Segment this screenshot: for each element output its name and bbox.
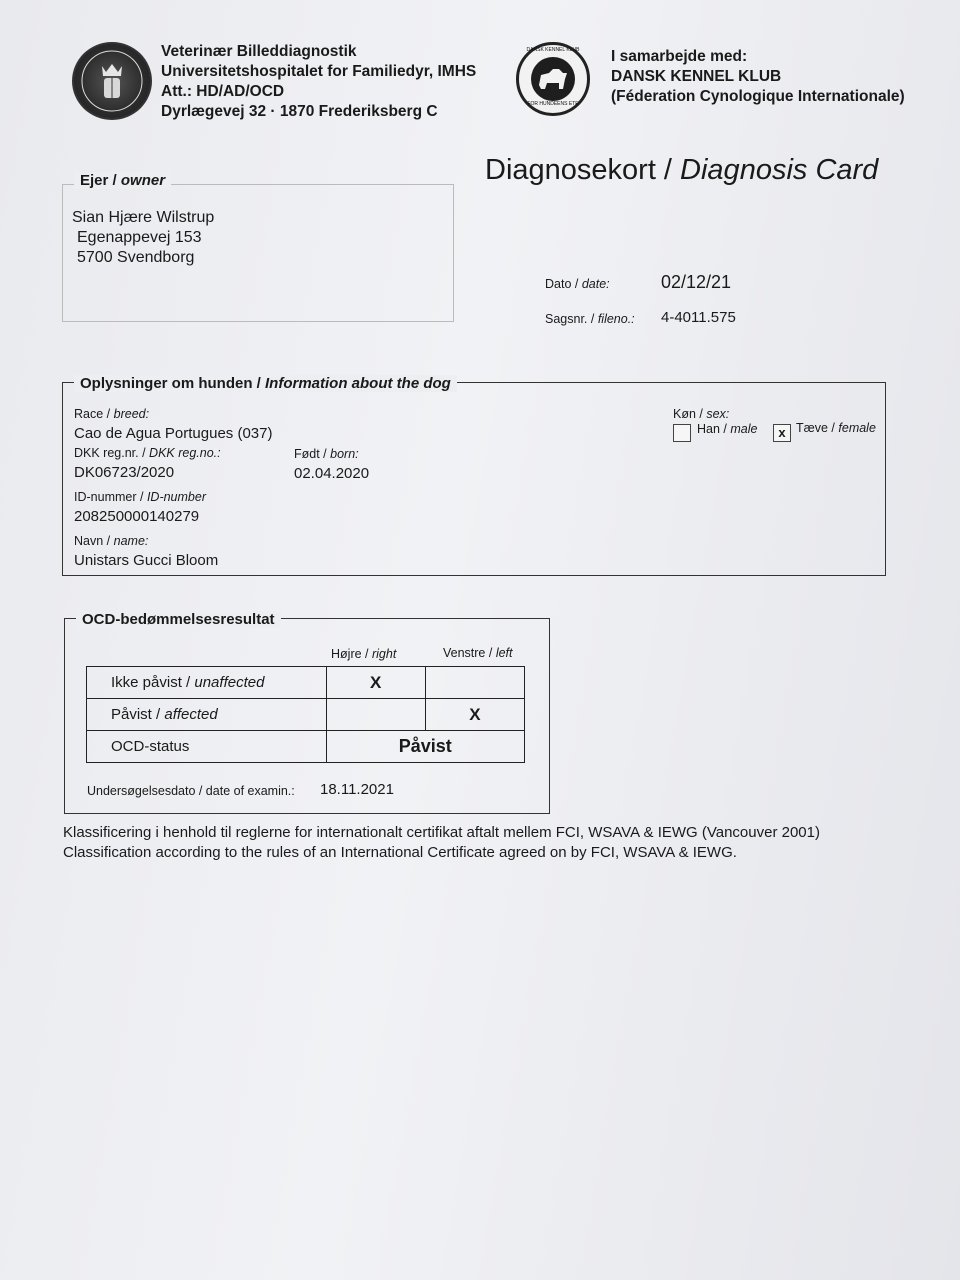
dog-info-box (62, 382, 886, 576)
sex-label (673, 407, 729, 421)
born-label-en: born: (330, 447, 359, 461)
name-label-da: Navn / (74, 534, 111, 548)
born-label-da: Født / (294, 447, 327, 461)
institution-att: Att.: HD/AD/OCD (161, 83, 285, 100)
classification-note-da: Klassificering i henhold til reglerne for internationalt certifikat aftalt mellem FCI, WSAVA & IEWG (Vancouver 2001) (63, 824, 820, 841)
breed-label-en: breed: (113, 407, 150, 421)
ocd-legend: OCD-bedømmelsesresultat (76, 611, 281, 628)
right-label-da: Højre / (331, 647, 369, 661)
table-row (87, 731, 525, 763)
name-label (74, 534, 148, 548)
dog-name-value: Unistars Gucci Bloom (74, 552, 219, 569)
institution-hospital: Universitetshospitalet for Familiedyr, IMHS (161, 63, 477, 80)
exam-date-label: Undersøgelsesdato / date of examin.: (87, 784, 295, 798)
unaffected-label-en: unaffected (194, 674, 265, 691)
partner-dkk: DANSK KENNEL KLUB (611, 68, 782, 85)
male-label-en: male (730, 422, 758, 436)
reg-label-en: DKK reg.no.: (149, 446, 221, 460)
partner-fci: (Féderation Cynologique Internationale) (611, 88, 905, 105)
file-number: 4-4011.575 (661, 309, 736, 326)
id-label-da: ID-nummer / (74, 490, 144, 504)
female-checkbox[interactable]: x (773, 424, 791, 442)
owner-name: Sian Hjære Wilstrup (72, 209, 215, 226)
female-label-da: Tæve / (796, 421, 835, 435)
affected-right-cell (326, 699, 425, 731)
born-label (294, 447, 359, 461)
exam-date-value: 18.11.2021 (320, 781, 394, 798)
dkk-logo-bottom-text: FOR HUNDEENS ETE (527, 101, 579, 107)
owner-legend-en: owner (120, 172, 166, 189)
date-label-en: date: (581, 277, 610, 291)
dog-legend-en: Information about the dog (265, 375, 451, 392)
name-label-en: name: (113, 534, 149, 548)
file-label-en: fileno.: (597, 312, 635, 326)
reg-label (74, 446, 221, 460)
sex-label-en: sex: (706, 407, 730, 421)
ocd-status-label: OCD-status (87, 731, 327, 763)
breed-value: Cao de Agua Portugues (037) (74, 425, 273, 442)
affected-label (87, 699, 327, 731)
male-label (697, 422, 757, 436)
unaffected-label (87, 667, 327, 699)
date-label (545, 277, 610, 291)
ocd-table (86, 666, 525, 763)
born-value: 02.04.2020 (294, 465, 370, 482)
sex-label-da: Køn / (673, 407, 703, 421)
owner-legend: Ejer / owner (74, 172, 171, 189)
male-checkbox[interactable] (673, 424, 691, 442)
breed-label (74, 407, 149, 421)
affected-left-cell: X (425, 699, 524, 731)
unaffected-right-cell: X (326, 667, 425, 699)
owner-city: 5700 Svendborg (77, 249, 195, 266)
left-label-da: Venstre / (443, 646, 493, 660)
reg-value: DK06723/2020 (74, 464, 175, 481)
reg-label-da: DKK reg.nr. / (74, 446, 146, 460)
left-column-header (443, 646, 513, 660)
owner-legend-da: Ejer (80, 172, 109, 189)
unaffected-label-da: Ikke påvist / (111, 674, 191, 691)
left-label-en: left (495, 646, 513, 660)
affected-label-en: affected (164, 706, 218, 723)
breed-label-da: Race / (74, 407, 111, 421)
id-label-en: ID-number (146, 490, 206, 504)
male-label-da: Han / (697, 422, 727, 436)
female-label (796, 421, 876, 435)
university-seal-logo (72, 42, 152, 120)
id-label (74, 490, 206, 504)
institution-name: Veterinær Billeddiagnostik (161, 43, 357, 60)
dkk-logo-top-text: DANSK KENNEL KLUB (526, 47, 580, 53)
page-title-en: Diagnosis Card (680, 154, 879, 186)
file-label (545, 312, 635, 326)
table-row (87, 667, 525, 699)
table-row (87, 699, 525, 731)
crown-shield-icon (74, 44, 150, 118)
right-label-en: right (371, 647, 397, 661)
file-label-da: Sagsnr. / (545, 312, 595, 326)
right-column-header (331, 647, 396, 661)
ocd-status-value: Påvist (326, 731, 525, 763)
page-title-da: Diagnosekort (485, 154, 656, 186)
classification-note-en: Classification according to the rules of an International Certificate agreed on by FCI, WSAVA & IEWG. (63, 844, 737, 861)
owner-street: Egenappevej 153 (77, 229, 202, 246)
dog-legend-da: Oplysninger om hunden / (80, 375, 261, 392)
id-value: 208250000140279 (74, 508, 200, 525)
unaffected-left-cell (425, 667, 524, 699)
female-label-en: female (838, 421, 876, 435)
dkk-logo (516, 42, 590, 116)
page-title: Diagnosekort / Diagnosis Card (485, 154, 879, 186)
date-value: 02/12/21 (661, 272, 732, 292)
partner-label: I samarbejde med: (611, 48, 748, 65)
institution-address: Dyrlægevej 32 · 1870 Frederiksberg C (161, 103, 438, 120)
date-label-da: Dato / (545, 277, 579, 291)
affected-label-da: Påvist / (111, 706, 161, 723)
dog-info-legend (74, 375, 457, 392)
